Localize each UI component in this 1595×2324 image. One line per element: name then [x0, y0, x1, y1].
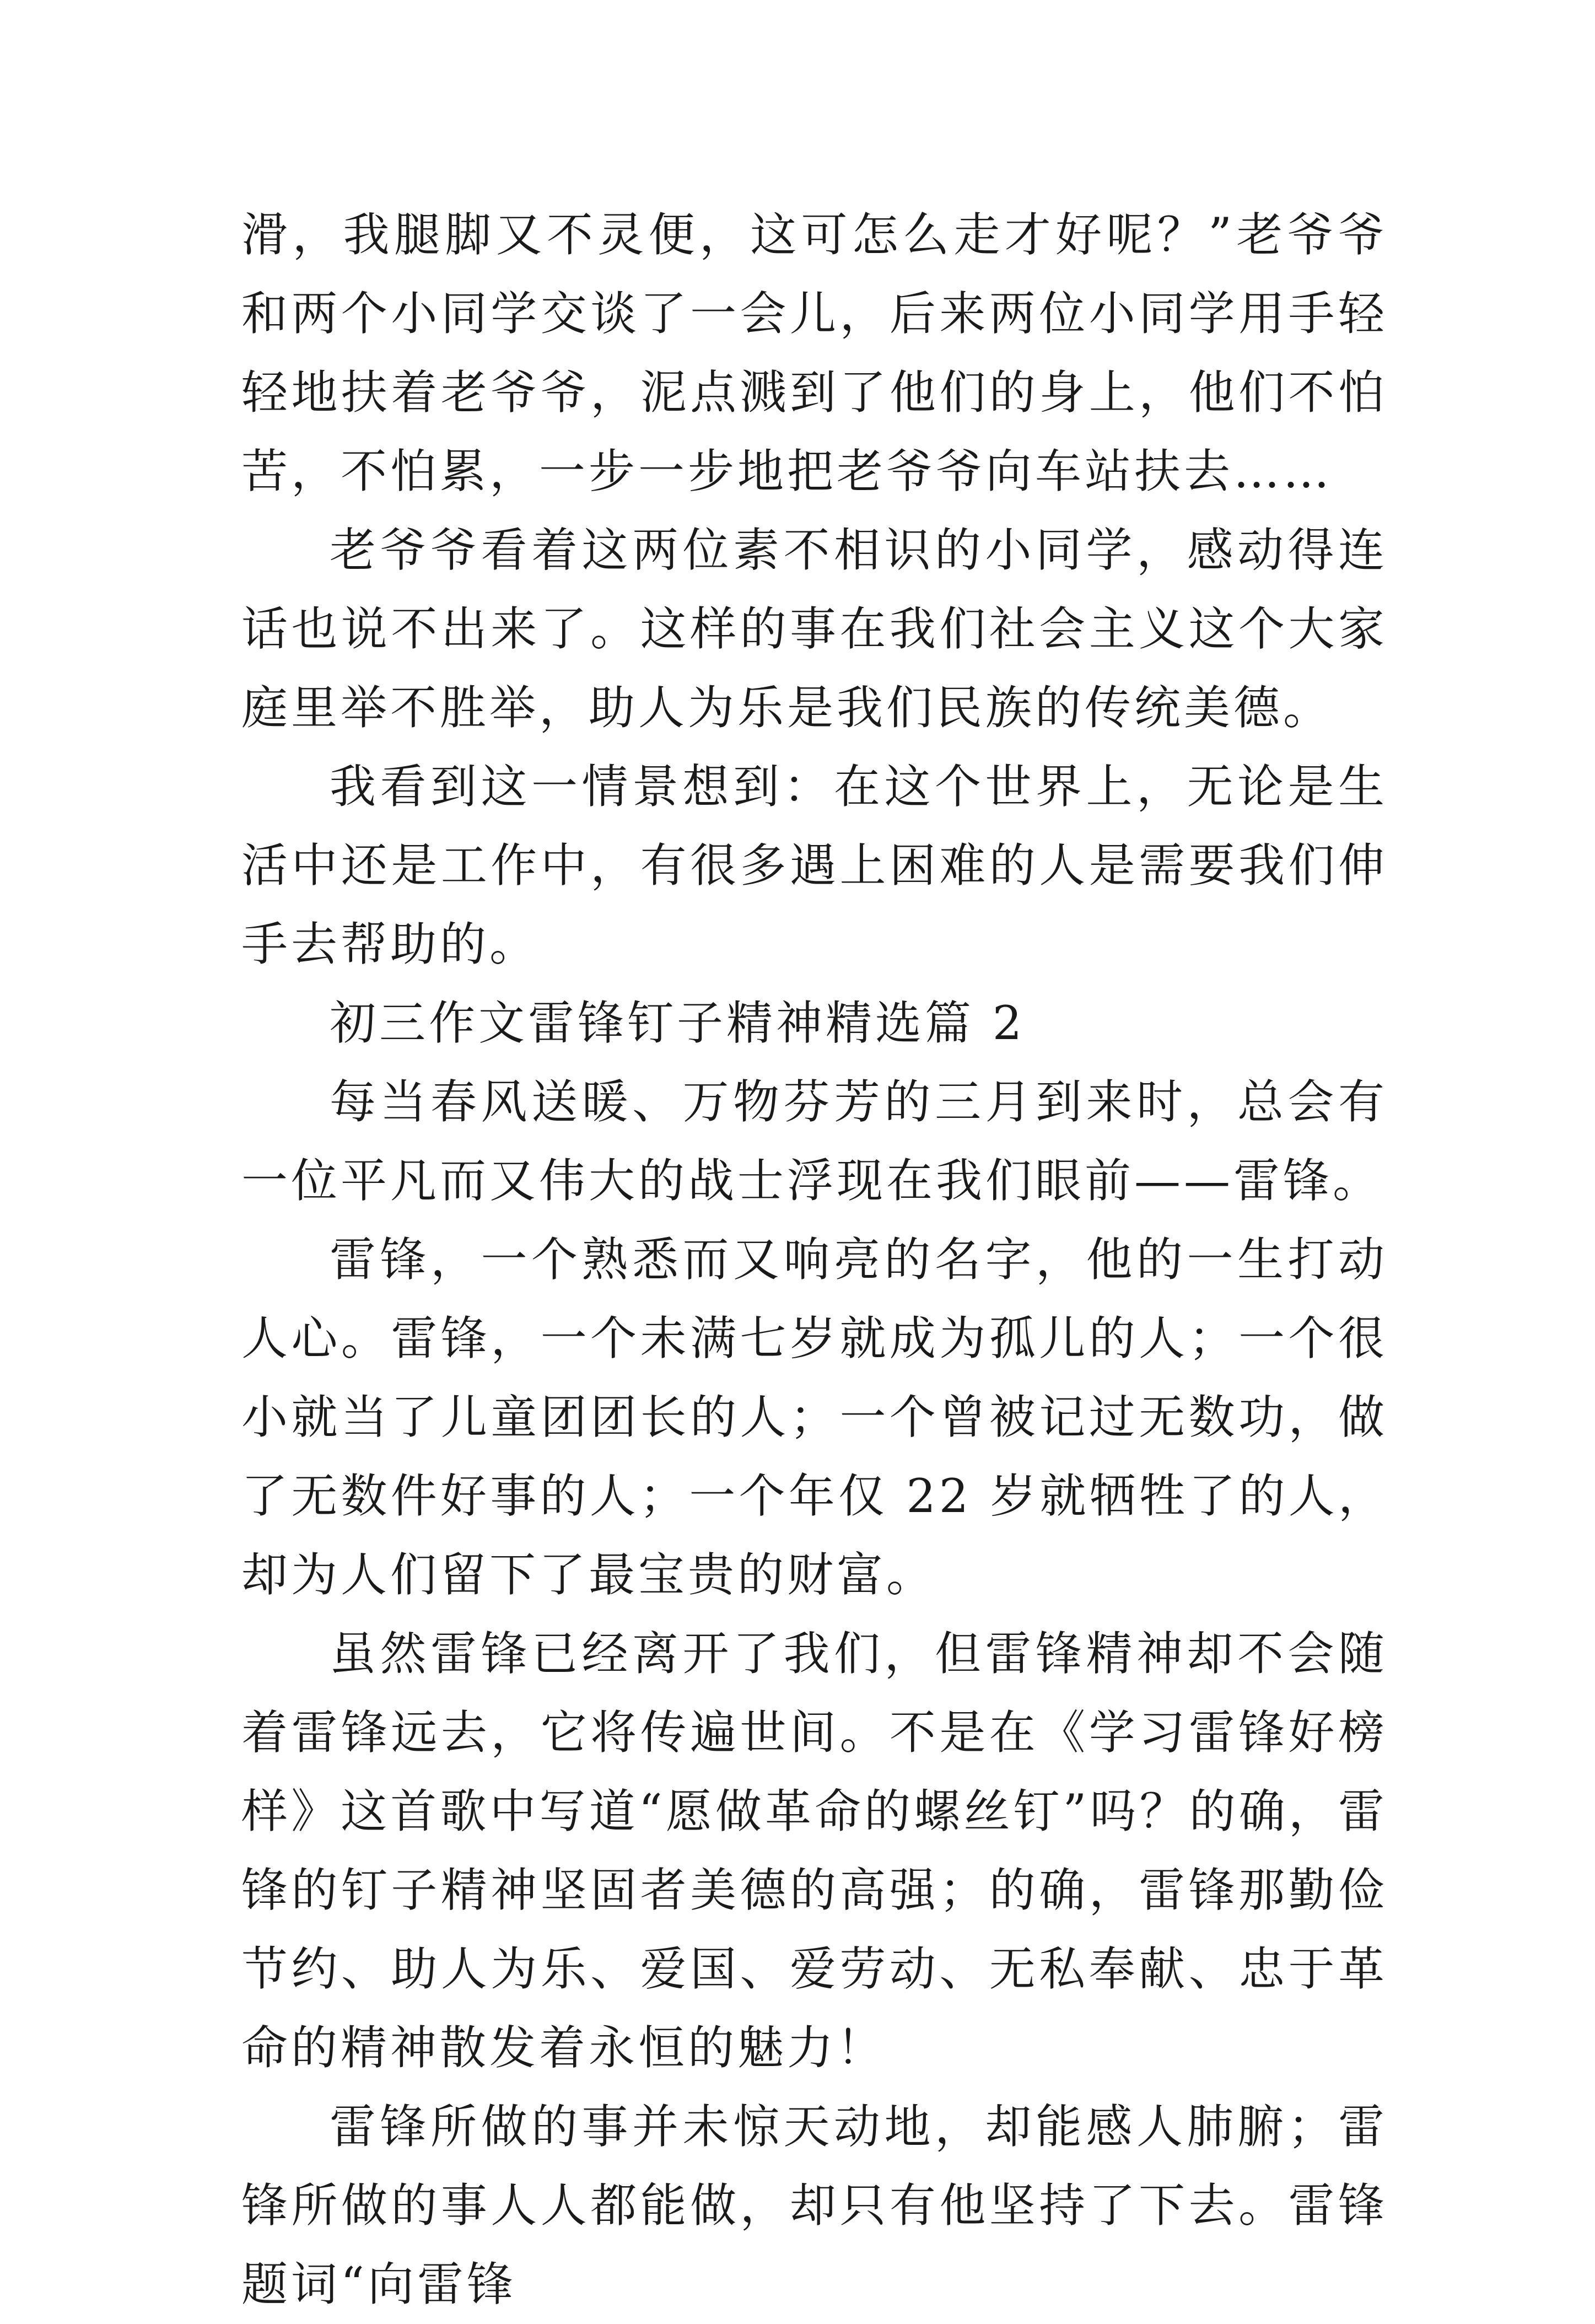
document-body [241, 196, 1388, 2324]
paragraph-3: 我看到这一情景想到：在这个世界上，无论是生活中还是工作中，有很多遇上困难的人是需要我们伸手去帮助的。 [241, 760, 1388, 971]
paragraph-1: 滑，我腿脚又不灵便，这可怎么走才好呢？”老爷爷和两个小同学交谈了一会儿，后来两位小同学用手轻轻地扶着老爷爷，泥点溅到了他们的身上，他们不怕苦，不怕累，一步一步地把老爷爷向车站扶去…… [241, 208, 1388, 498]
paragraph-7: 虽然雷锋已经离开了我们，但雷锋精神却不会随着雷锋远去，它将传遍世间。不是在《学习雷锋好榜样》这首歌中写道“愿做革命的螺丝钉”吗？的确，雷锋的钉子精神坚固者美德的高强；的确，雷锋那勤俭节约、助人为乐、爱国、爱劳动、无私奉献、忠于革命的精神散发着永恒的魅力！ [241, 1627, 1388, 2075]
paragraph-8: 雷锋所做的事并未惊天动地，却能感人肺腑；雷锋所做的事人人都能做，却只有他坚持了下去。雷锋题词“向雷锋 [241, 2100, 1388, 2311]
paragraph-5: 每当春风送暖、万物芬芳的三月到来时，总会有一位平凡而又伟大的战士浮现在我们眼前——雷锋。 [241, 1075, 1388, 1208]
paragraph-6: 雷锋，一个熟悉而又响亮的名字，他的一生打动人心。雷锋，一个未满七岁就成为孤儿的人；一个很小就当了儿童团团长的人；一个曾被记过无数功，做了无数件好事的人；一个年仅 22 岁就牺牲了的人，却为人们留下了最宝贵的财富。 [241, 1233, 1388, 1602]
section-heading: 初三作文雷锋钉子精神精选篇 2 [330, 996, 1026, 1050]
paragraph-2: 老爷爷看着这两位素不相识的小同学，感动得连话也说不出来了。这样的事在我们社会主义这个大家庭里举不胜举，助人为乐是我们民族的传统美德。 [241, 523, 1388, 735]
